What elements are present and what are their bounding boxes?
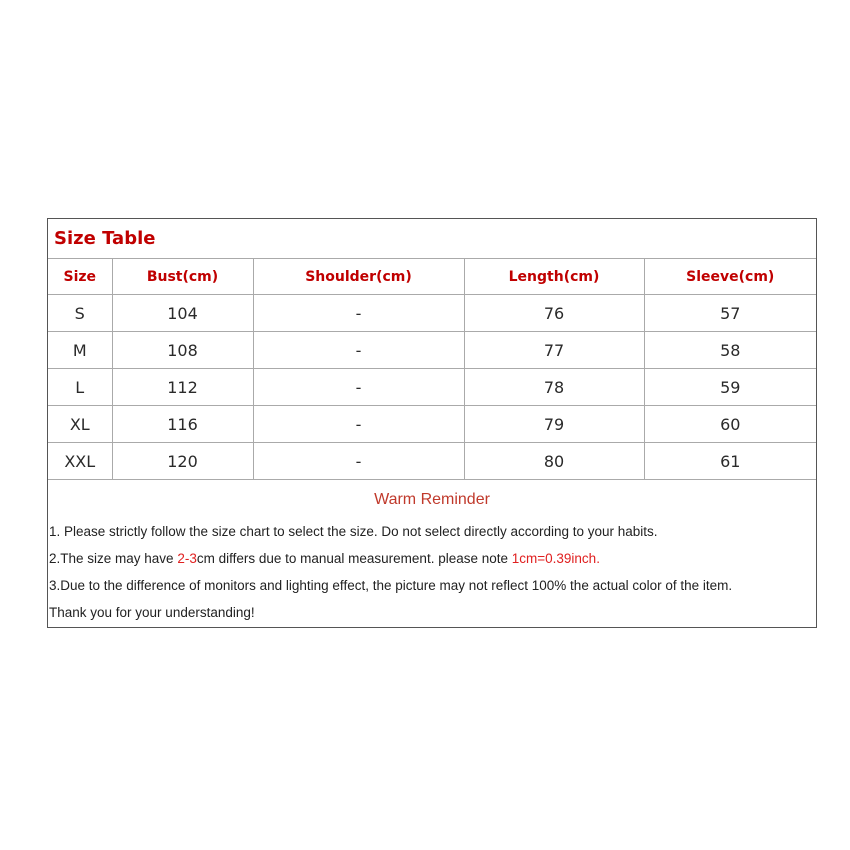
shoulder-cell: -: [253, 443, 464, 480]
note-2-prefix: 2.The size may have: [49, 551, 178, 566]
size-cell: XL: [48, 406, 112, 443]
sleeve-cell: 61: [644, 443, 816, 480]
bust-cell: 112: [112, 369, 253, 406]
note-2-middle: cm differs due to manual measurement. please note: [196, 551, 512, 566]
header-row: [48, 259, 816, 295]
size-cell: XXL: [48, 443, 112, 480]
title-row: [48, 219, 816, 259]
note-2-highlight-conversion: 1cm=0.39inch: [511, 551, 597, 566]
sleeve-cell: 57: [644, 295, 816, 332]
length-cell: 76: [464, 295, 644, 332]
header-bust: Bust(cm): [112, 259, 253, 295]
header-sleeve: Sleeve(cm): [644, 259, 816, 295]
size-table-card: [47, 218, 817, 628]
shoulder-cell: -: [253, 369, 464, 406]
size-table-title: Size Table: [54, 228, 156, 249]
warm-reminder-section: [48, 480, 816, 626]
size-cell: M: [48, 332, 112, 369]
length-cell: 79: [464, 406, 644, 443]
table-row: [48, 295, 816, 332]
bust-cell: 104: [112, 295, 253, 332]
reminder-note-4: Thank you for your understanding!: [49, 605, 255, 620]
size-cell: L: [48, 369, 112, 406]
bust-cell: 116: [112, 406, 253, 443]
bust-cell: 108: [112, 332, 253, 369]
sleeve-cell: 59: [644, 369, 816, 406]
reminder-note-3: 3.Due to the difference of monitors and lighting effect, the picture may not reflect 100% the actual color of the item.: [49, 578, 733, 593]
header-length: Length(cm): [464, 259, 644, 295]
reminder-note-2: [48, 545, 816, 572]
shoulder-cell: -: [253, 406, 464, 443]
note-2-highlight-range: 2-3: [177, 551, 197, 566]
shoulder-cell: -: [253, 332, 464, 369]
reminder-title: Warm Reminder: [374, 491, 490, 508]
header-shoulder: Shoulder(cm): [253, 259, 464, 295]
reminder-note-1: 1. Please strictly follow the size chart to select the size. Do not select directly according to your habits.: [49, 524, 658, 539]
table-row: [48, 443, 816, 480]
table-row: [48, 369, 816, 406]
size-cell: S: [48, 295, 112, 332]
length-cell: 77: [464, 332, 644, 369]
shoulder-cell: -: [253, 295, 464, 332]
table-row: [48, 332, 816, 369]
bust-cell: 120: [112, 443, 253, 480]
note-2-suffix: .: [596, 551, 600, 566]
table-row: [48, 406, 816, 443]
sleeve-cell: 58: [644, 332, 816, 369]
length-cell: 80: [464, 443, 644, 480]
size-table: [48, 259, 816, 480]
header-size: Size: [48, 259, 112, 295]
sleeve-cell: 60: [644, 406, 816, 443]
length-cell: 78: [464, 369, 644, 406]
